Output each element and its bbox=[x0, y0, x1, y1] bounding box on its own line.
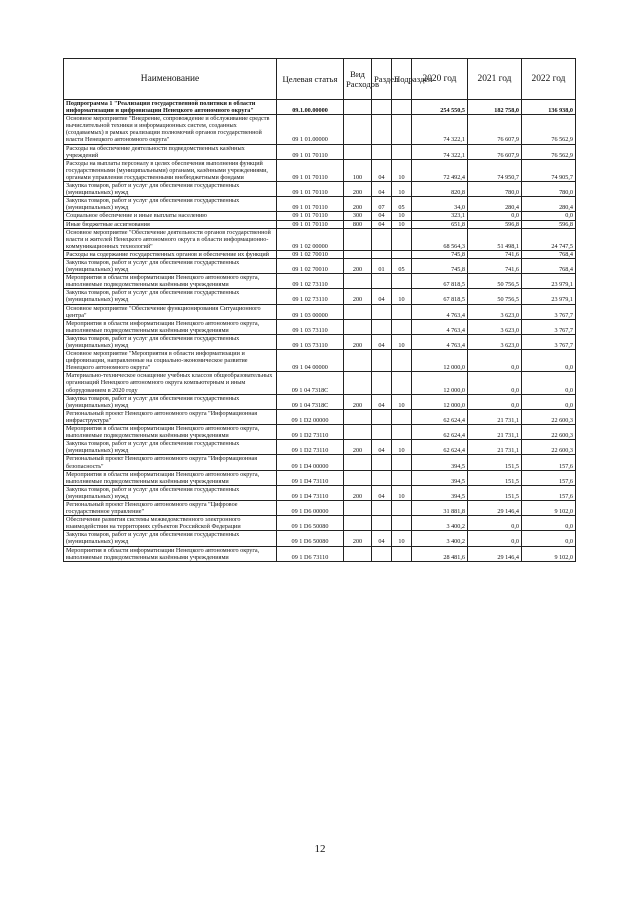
row-value-2021: 74 950,7 bbox=[468, 159, 522, 181]
row-vr bbox=[344, 228, 372, 250]
table-row bbox=[64, 319, 576, 334]
row-podrazdel bbox=[392, 409, 412, 424]
row-vr: 200 bbox=[344, 258, 372, 273]
table-row bbox=[64, 546, 576, 561]
row-code: 09 1 01 70110 bbox=[277, 144, 344, 159]
row-vr: 200 bbox=[344, 197, 372, 212]
row-value-2021: 151,5 bbox=[468, 485, 522, 500]
row-vr bbox=[344, 470, 372, 485]
row-razdel bbox=[372, 500, 392, 515]
header-podrazdel: Подраздел bbox=[392, 59, 412, 100]
row-podrazdel: 10 bbox=[392, 334, 412, 349]
row-value-2022: 22 600,3 bbox=[522, 409, 576, 424]
row-code: 09 1 01 70110 bbox=[277, 212, 344, 220]
row-vr: 200 bbox=[344, 394, 372, 409]
table-row bbox=[64, 440, 576, 455]
row-podrazdel: 10 bbox=[392, 289, 412, 304]
row-value-2021: 596,8 bbox=[468, 220, 522, 228]
row-value-2020: 4 763,4 bbox=[412, 304, 468, 319]
row-code: 09 1 02 70010 bbox=[277, 258, 344, 273]
header-vr: Вид Расходов bbox=[344, 59, 372, 100]
table-row bbox=[64, 485, 576, 500]
header-razdel: Раздел bbox=[372, 59, 392, 100]
row-name: Закупка товаров, работ и услуг для обеспечения государственных (муниципальных) нужд bbox=[64, 197, 277, 212]
row-value-2022: 3 767,7 bbox=[522, 334, 576, 349]
row-razdel: 04 bbox=[372, 440, 392, 455]
row-razdel bbox=[372, 250, 392, 258]
row-razdel bbox=[372, 144, 392, 159]
row-razdel bbox=[372, 409, 392, 424]
budget-table-page bbox=[63, 58, 575, 562]
row-razdel: 04 bbox=[372, 289, 392, 304]
table-row bbox=[64, 500, 576, 515]
row-vr bbox=[344, 350, 372, 372]
row-value-2022: 22 600,3 bbox=[522, 425, 576, 440]
table-row bbox=[64, 455, 576, 470]
row-vr: 200 bbox=[344, 182, 372, 197]
row-vr bbox=[344, 516, 372, 531]
row-razdel bbox=[372, 100, 392, 115]
row-vr: 300 bbox=[344, 212, 372, 220]
row-value-2022: 768,4 bbox=[522, 258, 576, 273]
table-row bbox=[64, 100, 576, 115]
table-row bbox=[64, 289, 576, 304]
row-value-2022: 157,6 bbox=[522, 470, 576, 485]
row-value-2020: 394,5 bbox=[412, 470, 468, 485]
row-value-2021: 3 623,0 bbox=[468, 319, 522, 334]
row-value-2021: 21 731,1 bbox=[468, 440, 522, 455]
row-podrazdel bbox=[392, 115, 412, 144]
row-value-2020: 12 000,0 bbox=[412, 372, 468, 394]
row-value-2021: 50 756,5 bbox=[468, 289, 522, 304]
row-name: Основное мероприятие "Внедрение, сопровождение и обслуживание средств вычислительной техники и информационных систем, созданных (создаваемых) в рамках реализации полномочий органов государственной власти Ненецкого автономного округа" bbox=[64, 115, 277, 144]
row-name: Региональный проект Ненецкого автономного округа "Информационная инфраструктура" bbox=[64, 409, 277, 424]
row-value-2020: 62 624,4 bbox=[412, 409, 468, 424]
row-code: 09 1 02 00000 bbox=[277, 228, 344, 250]
row-vr: 800 bbox=[344, 220, 372, 228]
row-name: Закупка товаров, работ и услуг для обеспечения государственных (муниципальных) нужд bbox=[64, 394, 277, 409]
row-vr: 200 bbox=[344, 440, 372, 455]
row-code: 09 1 03 73110 bbox=[277, 319, 344, 334]
row-value-2022: 0,0 bbox=[522, 394, 576, 409]
row-value-2022: 76 562,9 bbox=[522, 144, 576, 159]
row-name: Закупка товаров, работ и услуг для обеспечения государственных (муниципальных) нужд bbox=[64, 182, 277, 197]
header-2022: 2022 год bbox=[522, 59, 576, 100]
row-value-2022: 24 747,5 bbox=[522, 228, 576, 250]
row-value-2022: 76 562,9 bbox=[522, 115, 576, 144]
row-value-2021: 741,6 bbox=[468, 250, 522, 258]
row-razdel bbox=[372, 516, 392, 531]
row-razdel: 07 bbox=[372, 197, 392, 212]
row-value-2022: 0,0 bbox=[522, 516, 576, 531]
row-value-2022: 0,0 bbox=[522, 531, 576, 546]
row-name: Мероприятия в области информатизации Ненецкого автономного округа, выполняемые подведомственными казёнными учреждениями bbox=[64, 319, 277, 334]
row-vr bbox=[344, 144, 372, 159]
row-value-2021: 21 731,1 bbox=[468, 409, 522, 424]
row-code: 09 1 03 73110 bbox=[277, 334, 344, 349]
row-value-2021: 0,0 bbox=[468, 394, 522, 409]
table-row bbox=[64, 274, 576, 289]
row-name: Иные бюджетные ассигнования bbox=[64, 220, 277, 228]
row-razdel bbox=[372, 274, 392, 289]
row-value-2021: 151,5 bbox=[468, 455, 522, 470]
table-row bbox=[64, 258, 576, 273]
row-value-2020: 74 322,1 bbox=[412, 115, 468, 144]
row-value-2020: 254 550,5 bbox=[412, 100, 468, 115]
row-razdel bbox=[372, 115, 392, 144]
row-value-2020: 820,8 bbox=[412, 182, 468, 197]
row-razdel: 04 bbox=[372, 531, 392, 546]
row-value-2022: 3 767,7 bbox=[522, 304, 576, 319]
header-name: Наименование bbox=[64, 59, 277, 100]
row-value-2021: 29 146,4 bbox=[468, 546, 522, 561]
row-code: 09 1 01.00000 bbox=[277, 115, 344, 144]
row-razdel bbox=[372, 455, 392, 470]
row-value-2021: 0,0 bbox=[468, 531, 522, 546]
row-value-2022: 23 979,1 bbox=[522, 289, 576, 304]
row-podrazdel: 10 bbox=[392, 212, 412, 220]
row-vr bbox=[344, 409, 372, 424]
row-value-2020: 745,8 bbox=[412, 250, 468, 258]
row-name: Основное мероприятие "Мероприятия в области информатизации и цифровизации, направленные на социально-экономическое развитие Ненецкого автономного округа" bbox=[64, 350, 277, 372]
row-podrazdel bbox=[392, 304, 412, 319]
row-razdel: 04 bbox=[372, 334, 392, 349]
row-value-2022: 22 600,3 bbox=[522, 440, 576, 455]
table-body bbox=[64, 100, 576, 562]
row-value-2021: 3 623,0 bbox=[468, 304, 522, 319]
row-razdel bbox=[372, 304, 392, 319]
row-vr: 100 bbox=[344, 159, 372, 181]
row-value-2020: 72 492,4 bbox=[412, 159, 468, 181]
row-value-2020: 67 818,5 bbox=[412, 289, 468, 304]
budget-table bbox=[63, 58, 576, 562]
row-code: 09 1 01 70110 bbox=[277, 159, 344, 181]
row-name: Основное мероприятие "Обеспечение деятельности органов государственной власти и жителей Ненецкого автономного округа в области информационно-коммуникационных технологий" bbox=[64, 228, 277, 250]
row-value-2020: 394,5 bbox=[412, 455, 468, 470]
table-row bbox=[64, 182, 576, 197]
table-row bbox=[64, 159, 576, 181]
row-value-2020: 28 481,6 bbox=[412, 546, 468, 561]
row-code: 09 1 04 00000 bbox=[277, 350, 344, 372]
row-value-2022: 23 979,1 bbox=[522, 274, 576, 289]
row-podrazdel bbox=[392, 350, 412, 372]
row-value-2021: 76 607,9 bbox=[468, 115, 522, 144]
row-value-2022: 136 938,0 bbox=[522, 100, 576, 115]
row-razdel: 04 bbox=[372, 182, 392, 197]
row-name: Расходы на содержание государственных органов и обеспечение их функций bbox=[64, 250, 277, 258]
page-number: 12 bbox=[314, 843, 326, 855]
row-value-2022: 9 102,0 bbox=[522, 546, 576, 561]
table-row bbox=[64, 516, 576, 531]
table-row bbox=[64, 425, 576, 440]
row-podrazdel bbox=[392, 372, 412, 394]
row-razdel bbox=[372, 470, 392, 485]
row-vr bbox=[344, 319, 372, 334]
row-value-2021: 741,6 bbox=[468, 258, 522, 273]
row-podrazdel bbox=[392, 425, 412, 440]
row-value-2021: 280,4 bbox=[468, 197, 522, 212]
row-vr bbox=[344, 304, 372, 319]
row-value-2020: 67 818,5 bbox=[412, 274, 468, 289]
row-value-2021: 21 731,1 bbox=[468, 425, 522, 440]
row-value-2022: 3 767,7 bbox=[522, 319, 576, 334]
row-code: 09 1 D6 50080 bbox=[277, 531, 344, 546]
row-value-2021: 0,0 bbox=[468, 372, 522, 394]
row-value-2022: 596,8 bbox=[522, 220, 576, 228]
row-value-2020: 62 624,4 bbox=[412, 425, 468, 440]
row-value-2022: 0,0 bbox=[522, 212, 576, 220]
row-code: 09 1 02 70010 bbox=[277, 250, 344, 258]
row-value-2022: 157,6 bbox=[522, 455, 576, 470]
row-code: 09 1 04 7318С bbox=[277, 394, 344, 409]
row-code: 09 1 04 7318С bbox=[277, 372, 344, 394]
row-podrazdel bbox=[392, 100, 412, 115]
row-name: Расходы на обеспечение деятельности подведомственных казённых учреждений bbox=[64, 144, 277, 159]
row-value-2020: 3 400,2 bbox=[412, 531, 468, 546]
row-name: Мероприятия в области информатизации Ненецкого автономного округа, выполняемые подведомственными казёнными учреждениями bbox=[64, 274, 277, 289]
row-value-2020: 12 000,0 bbox=[412, 394, 468, 409]
table-row bbox=[64, 115, 576, 144]
table-row bbox=[64, 409, 576, 424]
row-podrazdel bbox=[392, 516, 412, 531]
row-code: 09 1 03 00000 bbox=[277, 304, 344, 319]
row-value-2021: 780,0 bbox=[468, 182, 522, 197]
table-row bbox=[64, 220, 576, 228]
row-name: Социальное обеспечение и иные выплаты населению bbox=[64, 212, 277, 220]
row-razdel: 04 bbox=[372, 394, 392, 409]
row-vr: 200 bbox=[344, 485, 372, 500]
row-code: 09 1 D4 73110 bbox=[277, 470, 344, 485]
table-row bbox=[64, 394, 576, 409]
row-razdel bbox=[372, 228, 392, 250]
row-code: 09 1 D4 00000 bbox=[277, 455, 344, 470]
row-code: 09 1 D2 73110 bbox=[277, 425, 344, 440]
row-vr bbox=[344, 100, 372, 115]
row-name: Мероприятия в области информатизации Ненецкого автономного округа, выполняемые подведомственными казёнными учреждениями bbox=[64, 470, 277, 485]
row-name: Закупка товаров, работ и услуг для обеспечения государственных (муниципальных) нужд bbox=[64, 334, 277, 349]
row-value-2020: 74 322,1 bbox=[412, 144, 468, 159]
table-row bbox=[64, 334, 576, 349]
table-row bbox=[64, 144, 576, 159]
table-row bbox=[64, 350, 576, 372]
row-razdel bbox=[372, 425, 392, 440]
row-podrazdel bbox=[392, 319, 412, 334]
row-value-2020: 4 763,4 bbox=[412, 319, 468, 334]
row-value-2021: 0,0 bbox=[468, 516, 522, 531]
row-value-2022: 157,6 bbox=[522, 485, 576, 500]
row-value-2020: 745,8 bbox=[412, 258, 468, 273]
table-row bbox=[64, 531, 576, 546]
row-value-2021: 0,0 bbox=[468, 350, 522, 372]
row-name: Региональный проект Ненецкого автономного округа "Информационная безопасность" bbox=[64, 455, 277, 470]
row-razdel: 04 bbox=[372, 159, 392, 181]
row-razdel: 04 bbox=[372, 485, 392, 500]
header-2021: 2021 год bbox=[468, 59, 522, 100]
header-2020: 2020 год bbox=[412, 59, 468, 100]
row-podrazdel: 10 bbox=[392, 394, 412, 409]
row-code: 09 1 D4 73110 bbox=[277, 485, 344, 500]
row-podrazdel bbox=[392, 228, 412, 250]
row-podrazdel bbox=[392, 274, 412, 289]
row-value-2020: 394,5 bbox=[412, 485, 468, 500]
row-value-2020: 323,1 bbox=[412, 212, 468, 220]
row-vr bbox=[344, 372, 372, 394]
row-code: 09 1 D6 00000 bbox=[277, 500, 344, 515]
row-name: Закупка товаров, работ и услуг для обеспечения государственных (муниципальных) нужд bbox=[64, 258, 277, 273]
row-vr: 200 bbox=[344, 289, 372, 304]
row-code: 09 1 02 73110 bbox=[277, 289, 344, 304]
row-value-2020: 68 564,3 bbox=[412, 228, 468, 250]
table-row bbox=[64, 197, 576, 212]
row-vr bbox=[344, 250, 372, 258]
table-row bbox=[64, 372, 576, 394]
row-name: Основное мероприятие "Обеспечение функционирования Ситуационного центра" bbox=[64, 304, 277, 319]
row-podrazdel bbox=[392, 455, 412, 470]
row-podrazdel: 10 bbox=[392, 182, 412, 197]
row-value-2021: 0,0 bbox=[468, 212, 522, 220]
row-podrazdel bbox=[392, 250, 412, 258]
row-value-2022: 280,4 bbox=[522, 197, 576, 212]
row-name: Закупка товаров, работ и услуг для обеспечения государственных (муниципальных) нужд bbox=[64, 531, 277, 546]
row-razdel bbox=[372, 546, 392, 561]
row-vr bbox=[344, 425, 372, 440]
row-podrazdel: 10 bbox=[392, 531, 412, 546]
row-value-2021: 76 607,9 bbox=[468, 144, 522, 159]
row-value-2021: 182 758,0 bbox=[468, 100, 522, 115]
row-value-2020: 12 000,0 bbox=[412, 350, 468, 372]
row-value-2022: 0,0 bbox=[522, 350, 576, 372]
row-value-2020: 651,8 bbox=[412, 220, 468, 228]
row-code: 09 1 D2 73110 bbox=[277, 440, 344, 455]
row-razdel: 01 bbox=[372, 258, 392, 273]
row-code: 09.1.00.00000 bbox=[277, 100, 344, 115]
row-vr bbox=[344, 500, 372, 515]
row-razdel bbox=[372, 350, 392, 372]
row-podrazdel: 10 bbox=[392, 220, 412, 228]
row-razdel: 04 bbox=[372, 212, 392, 220]
row-code: 09 1 D6 73110 bbox=[277, 546, 344, 561]
row-name: Подпрограмма 1 "Реализация государственной политики в области информатизации и цифровизации Ненецкого автономного округа" bbox=[64, 100, 277, 115]
row-value-2021: 51 498,1 bbox=[468, 228, 522, 250]
row-value-2020: 31 881,8 bbox=[412, 500, 468, 515]
row-razdel: 04 bbox=[372, 220, 392, 228]
row-vr: 200 bbox=[344, 531, 372, 546]
row-value-2022: 780,0 bbox=[522, 182, 576, 197]
row-name: Закупка товаров, работ и услуг для обеспечения государственных (муниципальных) нужд bbox=[64, 485, 277, 500]
row-vr bbox=[344, 546, 372, 561]
row-name: Мероприятия в области информатизации Ненецкого автономного округа, выполняемые подведомственными казёнными учреждениями bbox=[64, 546, 277, 561]
row-name: Обеспечение развития системы межведомственного электронного взаимодействия на территориях субъектов Российской Федерации bbox=[64, 516, 277, 531]
row-value-2020: 3 400,2 bbox=[412, 516, 468, 531]
row-vr bbox=[344, 274, 372, 289]
row-podrazdel: 05 bbox=[392, 258, 412, 273]
row-value-2021: 50 756,5 bbox=[468, 274, 522, 289]
row-vr bbox=[344, 455, 372, 470]
row-code: 09 1 D6 50080 bbox=[277, 516, 344, 531]
table-row bbox=[64, 304, 576, 319]
table-row bbox=[64, 470, 576, 485]
row-name: Мероприятия в области информатизации Ненецкого автономного округа, выполняемые подведомственными казёнными учреждениями bbox=[64, 425, 277, 440]
table-row bbox=[64, 212, 576, 220]
row-podrazdel bbox=[392, 144, 412, 159]
row-razdel bbox=[372, 319, 392, 334]
row-code: 09 1 D2 00000 bbox=[277, 409, 344, 424]
row-name: Региональный проект Ненецкого автономного округа "Цифровое государственное управление" bbox=[64, 500, 277, 515]
row-name: Закупка товаров, работ и услуг для обеспечения государственных (муниципальных) нужд bbox=[64, 289, 277, 304]
row-vr: 200 bbox=[344, 334, 372, 349]
row-vr bbox=[344, 115, 372, 144]
row-value-2021: 151,5 bbox=[468, 470, 522, 485]
row-podrazdel: 10 bbox=[392, 159, 412, 181]
row-value-2022: 9 102,0 bbox=[522, 500, 576, 515]
row-razdel bbox=[372, 372, 392, 394]
table-row bbox=[64, 228, 576, 250]
row-podrazdel bbox=[392, 546, 412, 561]
row-value-2021: 3 623,0 bbox=[468, 334, 522, 349]
row-code: 09 1 01 70110 bbox=[277, 197, 344, 212]
row-value-2020: 34,0 bbox=[412, 197, 468, 212]
row-podrazdel: 05 bbox=[392, 197, 412, 212]
row-value-2022: 74 905,7 bbox=[522, 159, 576, 181]
row-value-2020: 4 763,4 bbox=[412, 334, 468, 349]
header-code: Целевая статья bbox=[277, 59, 344, 100]
row-code: 09 1 01 70110 bbox=[277, 220, 344, 228]
row-podrazdel bbox=[392, 470, 412, 485]
row-value-2022: 0,0 bbox=[522, 372, 576, 394]
row-code: 09 1 02 73110 bbox=[277, 274, 344, 289]
row-name: Расходы на выплаты персоналу в целях обеспечения выполнения функций государственными (муниципальными) органами, казёнными учреждениями, органами управления государственными внебюджетными фондами bbox=[64, 159, 277, 181]
row-podrazdel: 10 bbox=[392, 485, 412, 500]
table-header-row bbox=[64, 59, 576, 100]
row-code: 09 1 01 70110 bbox=[277, 182, 344, 197]
table-row bbox=[64, 250, 576, 258]
row-value-2020: 62 624,4 bbox=[412, 440, 468, 455]
row-podrazdel: 10 bbox=[392, 440, 412, 455]
row-name: Закупка товаров, работ и услуг для обеспечения государственных (муниципальных) нужд bbox=[64, 440, 277, 455]
row-value-2022: 768,4 bbox=[522, 250, 576, 258]
row-value-2021: 29 146,4 bbox=[468, 500, 522, 515]
row-podrazdel bbox=[392, 500, 412, 515]
row-name: Материально-техническое оснащение учебных классов общеобразовательных организаций Ненецкого автономного округа компьютерным и иным оборудованием в 2020 году bbox=[64, 372, 277, 394]
